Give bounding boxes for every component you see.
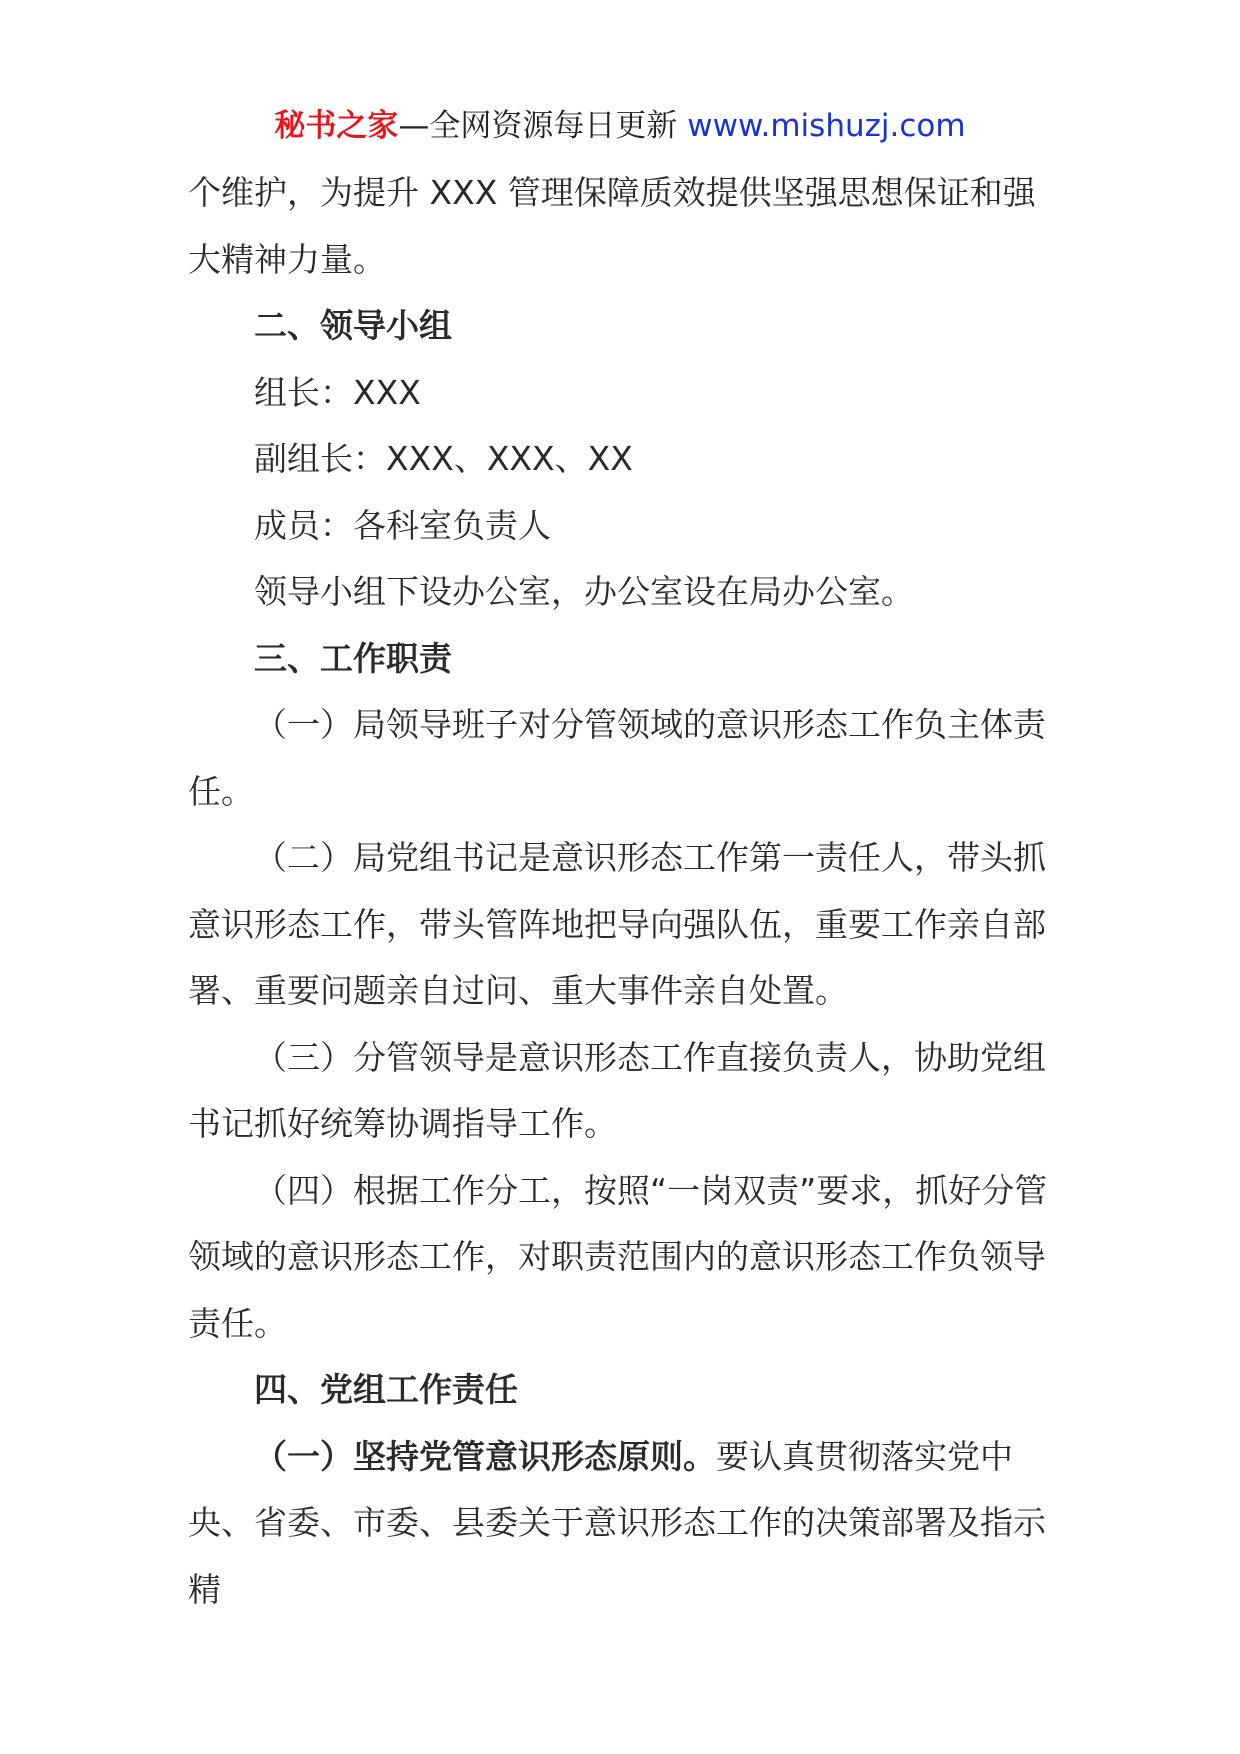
paragraph-continuation: 个维护，为提升 XXX 管理保障质效提供坚强思想保证和强大精神力量。 bbox=[188, 173, 1036, 279]
responsibility-item-1-title: （一）坚持党管意识形态原则。 bbox=[254, 1436, 716, 1476]
section-heading-duties: 三、工作职责 bbox=[254, 638, 452, 678]
website-url[interactable]: www.mishuzj.com bbox=[687, 108, 966, 144]
members-line: 成员：各科室负责人 bbox=[254, 505, 551, 545]
duty-item-2: （二）局党组书记是意识形态工作第一责任人，带头抓意识形态工作，带头管阵地把导向强队伍，重要工作亲自部署、重要问题亲自过问、重大事件亲自处置。 bbox=[188, 838, 1046, 1010]
site-header bbox=[0, 104, 1240, 148]
header-tagline: —全网资源每日更新 bbox=[398, 108, 688, 144]
responsibility-item-1 bbox=[188, 1424, 1068, 1624]
leader-line: 组长：XXX bbox=[254, 372, 421, 412]
duty-item-1: （一）局领导班子对分管领域的意识形态工作负主体责任。 bbox=[188, 705, 1046, 811]
responsibility-item-1-text: 要认真贯彻落实党中央、省委、市委、县委关于意识形态工作的决策部署及指示精 bbox=[188, 1436, 1046, 1609]
brand-name: 秘书之家 bbox=[274, 108, 399, 144]
section-heading-party-group-responsibility: 四、党组工作责任 bbox=[254, 1370, 518, 1409]
duty-item-3: （三）分管领导是意识形态工作直接负责人，协助党组书记抓好统筹协调指导工作。 bbox=[188, 1037, 1046, 1143]
section-heading-leadership-group: 二、领导小组 bbox=[254, 306, 452, 345]
duty-item-4: （四）根据工作分工，按照“一岗双责”要求，抓好分管领域的意识形态工作，对职责范围内的意识形态工作负领导责任。 bbox=[188, 1170, 1048, 1343]
deputy-leaders-line: 副组长：XXX、XXX、XX bbox=[254, 439, 633, 478]
document-body bbox=[188, 160, 1068, 1623]
office-line: 领导小组下设办公室，办公室设在局办公室。 bbox=[254, 572, 914, 611]
